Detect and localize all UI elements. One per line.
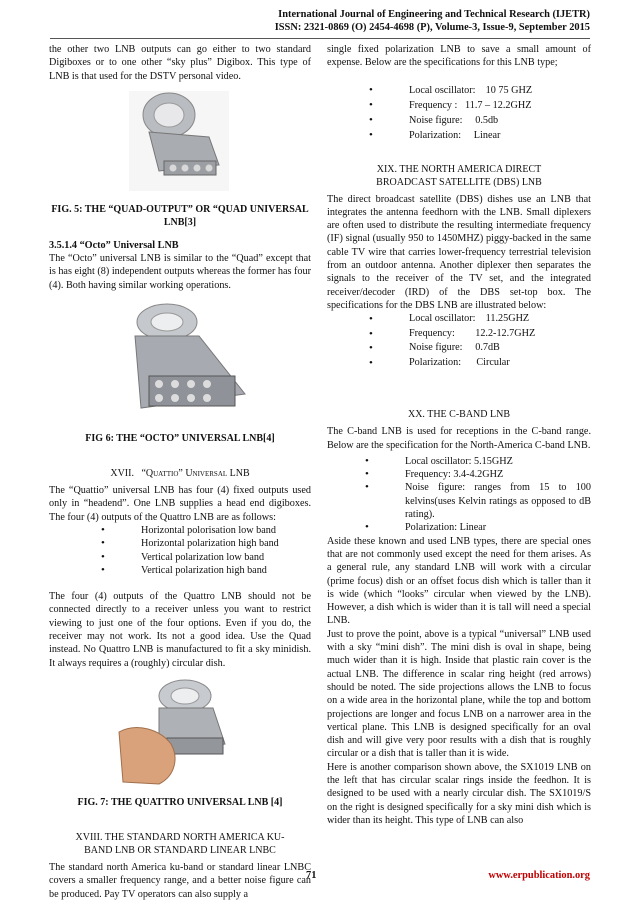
figure-7-caption: FIG. 7: THE QUATTRO UNIVERSAL LNB [4] <box>77 796 283 808</box>
paragraph: Here is another comparison shown above, the SX1019 LNB on the left that has circular scalar rings inside the feedhon. It is designed to be used with a nearly circular dish. The SX1019/S on the right is designed specifically for a sky mini dish which is wider than its height. This type of LNB can also <box>327 761 591 826</box>
figure-5-image <box>49 87 311 195</box>
page-number: 71 <box>306 870 317 881</box>
spec-item: • Local oscillator: 11.25GHZ <box>369 313 530 326</box>
section-number: XVII. <box>110 468 134 480</box>
journal-header <box>275 8 590 34</box>
section-heading: XVIII. THE STANDARD NORTH AMERICA KU-BAND LNB OR STANDARD LINEAR LNBC <box>75 831 285 856</box>
left-column <box>49 43 311 901</box>
spec-list <box>327 455 591 535</box>
paragraph: The standard north America ku-band or standard linear LNBC covers a smaller frequency range, and a better noise figure can be produced. Pay TV operators can also supply a <box>49 861 311 900</box>
paragraph: The “Quattio” universal LNB has four (4) fixed outputs used only in “headend”. One LNB supplies a head end digiboxes. The four (4) outputs of the Quattro LNB are as follows: <box>49 485 311 523</box>
spec-item: • Frequency : 11.7 – 12.2GHZ <box>369 98 532 111</box>
section-title: “Quattio” Universal LNB <box>141 468 250 480</box>
figure-6-caption: FIG 6: THE “OCTO” UNIVERSAL LNB[4] <box>85 433 275 445</box>
section-heading: 3.5.1.4 “Octo” Universal LNB <box>49 239 179 251</box>
list-item: • Vertical polarization high band <box>101 563 267 576</box>
list-item: • Horizontal polarization high band <box>101 537 279 550</box>
figure-7-image <box>49 674 311 792</box>
paragraph: Aside these known and used LNB types, there are special ones that are not commonly used except the need for them arises. As a general rule, any standard LNB will work with a circular (prime focus) dish or an offset focus dish which is taller than it is wide (which “looks” circular when viewed by the LNB). However, a dish which is wider than it is tall will need a special LNB. <box>327 535 591 627</box>
figure-6-image <box>49 296 311 426</box>
paragraph: The C-band LNB is used for receptions in the C-band range. Below are the specification for the North-America C-band LNB. <box>327 426 591 451</box>
spec-item: • Noise figure: 0.5db <box>369 113 499 126</box>
spec-item: • Frequency: 12.2-12.7GHZ <box>369 327 536 340</box>
paragraph: single fixed polarization LNB to save a small amount of expense. Below are the specifications for this LNB type; <box>327 44 591 69</box>
paragraph: Just to prove the point, above is a typical “universal” LNB used with a sky “mini dish”. The mini dish is oval in shape, being much wider than it is high. Inside that plastic rain cover is the actual LNB. The difference in scalar ring height (red arrows) should be noted. The side projections allows the LNB to focus on a wide area in the horizontal plane, while the top and bottom projections are longer and focus LNB on a narrower area in the vertical plane. This LNB is designed specifically for an oval dish and will give very poor results with a dish that is roughly circular or a dish that is taller than it is wide. <box>327 628 591 760</box>
spec-item: • Local oscillator: 5.15GHZ <box>365 454 513 467</box>
spec-item: • Polarization: Circular <box>369 356 510 369</box>
paragraph: The four (4) outputs of the Quattro LNB should not be connected directly to a receiver unless you want to restrict viewing to just one of the four options. Even if you do, the receiver may not work. Its not a good idea. Use the Quad instead. No Quattro LNB is manufactured to fit a sky minidish. It always requires a (roughly) circular dish. <box>49 591 311 669</box>
list-item: • Horizontal polorisation low band <box>101 523 276 536</box>
right-column <box>327 43 591 827</box>
spec-item: • Polarization: Linear <box>369 128 501 141</box>
paragraph: The “Octo” universal LNB is similar to the “Quad” except that is has eight (8) independent outputs whereas the former has four (4). Both having similar working operations. <box>49 253 311 291</box>
spec-item: • Noise figure: ranges from 15 to 100 kelvins(uses Kelvin ratings as opposed to dB rating). <box>365 481 591 521</box>
list-item: • Vertical polarization low band <box>101 550 265 563</box>
section-heading: XIX. THE NORTH AMERICA DIRECT BROADCAST SATELLITE (DBS) LNB <box>376 163 542 188</box>
journal-title: International Journal of Engineering and Technical Research (IJETR) <box>278 9 590 20</box>
journal-issn: ISSN: 2321-0869 (O) 2454-4698 (P), Volume-3, Issue-9, September 2015 <box>274 22 590 33</box>
section-heading <box>49 467 311 480</box>
header-rule <box>50 38 590 39</box>
section-heading: XX. THE C-BAND LNB <box>407 409 511 421</box>
spec-item: • Polarization: Linear <box>365 521 487 534</box>
paragraph: the other two LNB outputs can go either to two standard Digiboxes or to one other “sky plus” Digibox. This type of LNB is that used for the DSTV personal video. <box>49 44 311 82</box>
spec-item: • Local oscillator: 10 75 GHZ <box>369 83 533 96</box>
spec-list <box>327 312 591 370</box>
spec-list <box>327 83 591 143</box>
paragraph: The direct broadcast satellite (DBS) dishes use an LNB that integrates the antenna feedhorn with the LNB. Small diplexers are often used to distribute the resulting intermediate frequency (IF) signal (usually 950 to 1450MHZ) piggy-backed in the same cable TV wire that carries lower-frequency terrestrial television from an outdoor antenna. Another diplexer then separates the signals to the receiver of the TV set, and the integrated receiver/decoder (IRD) of the DBS set-top box. The specifications for the DBS LNB are illustrated below: <box>327 193 591 311</box>
quattro-output-list <box>49 524 311 577</box>
figure-5-caption: FIG. 5: THE “QUAD-OUTPUT” OR “QUAD UNIVERSAL LNB[3] <box>51 203 309 228</box>
spec-item: • Frequency: 3.4-4.2GHZ <box>365 468 504 481</box>
spec-item: • Noise figure: 0.7dB <box>369 342 500 355</box>
website-link[interactable]: www.erpublication.org <box>488 870 590 881</box>
